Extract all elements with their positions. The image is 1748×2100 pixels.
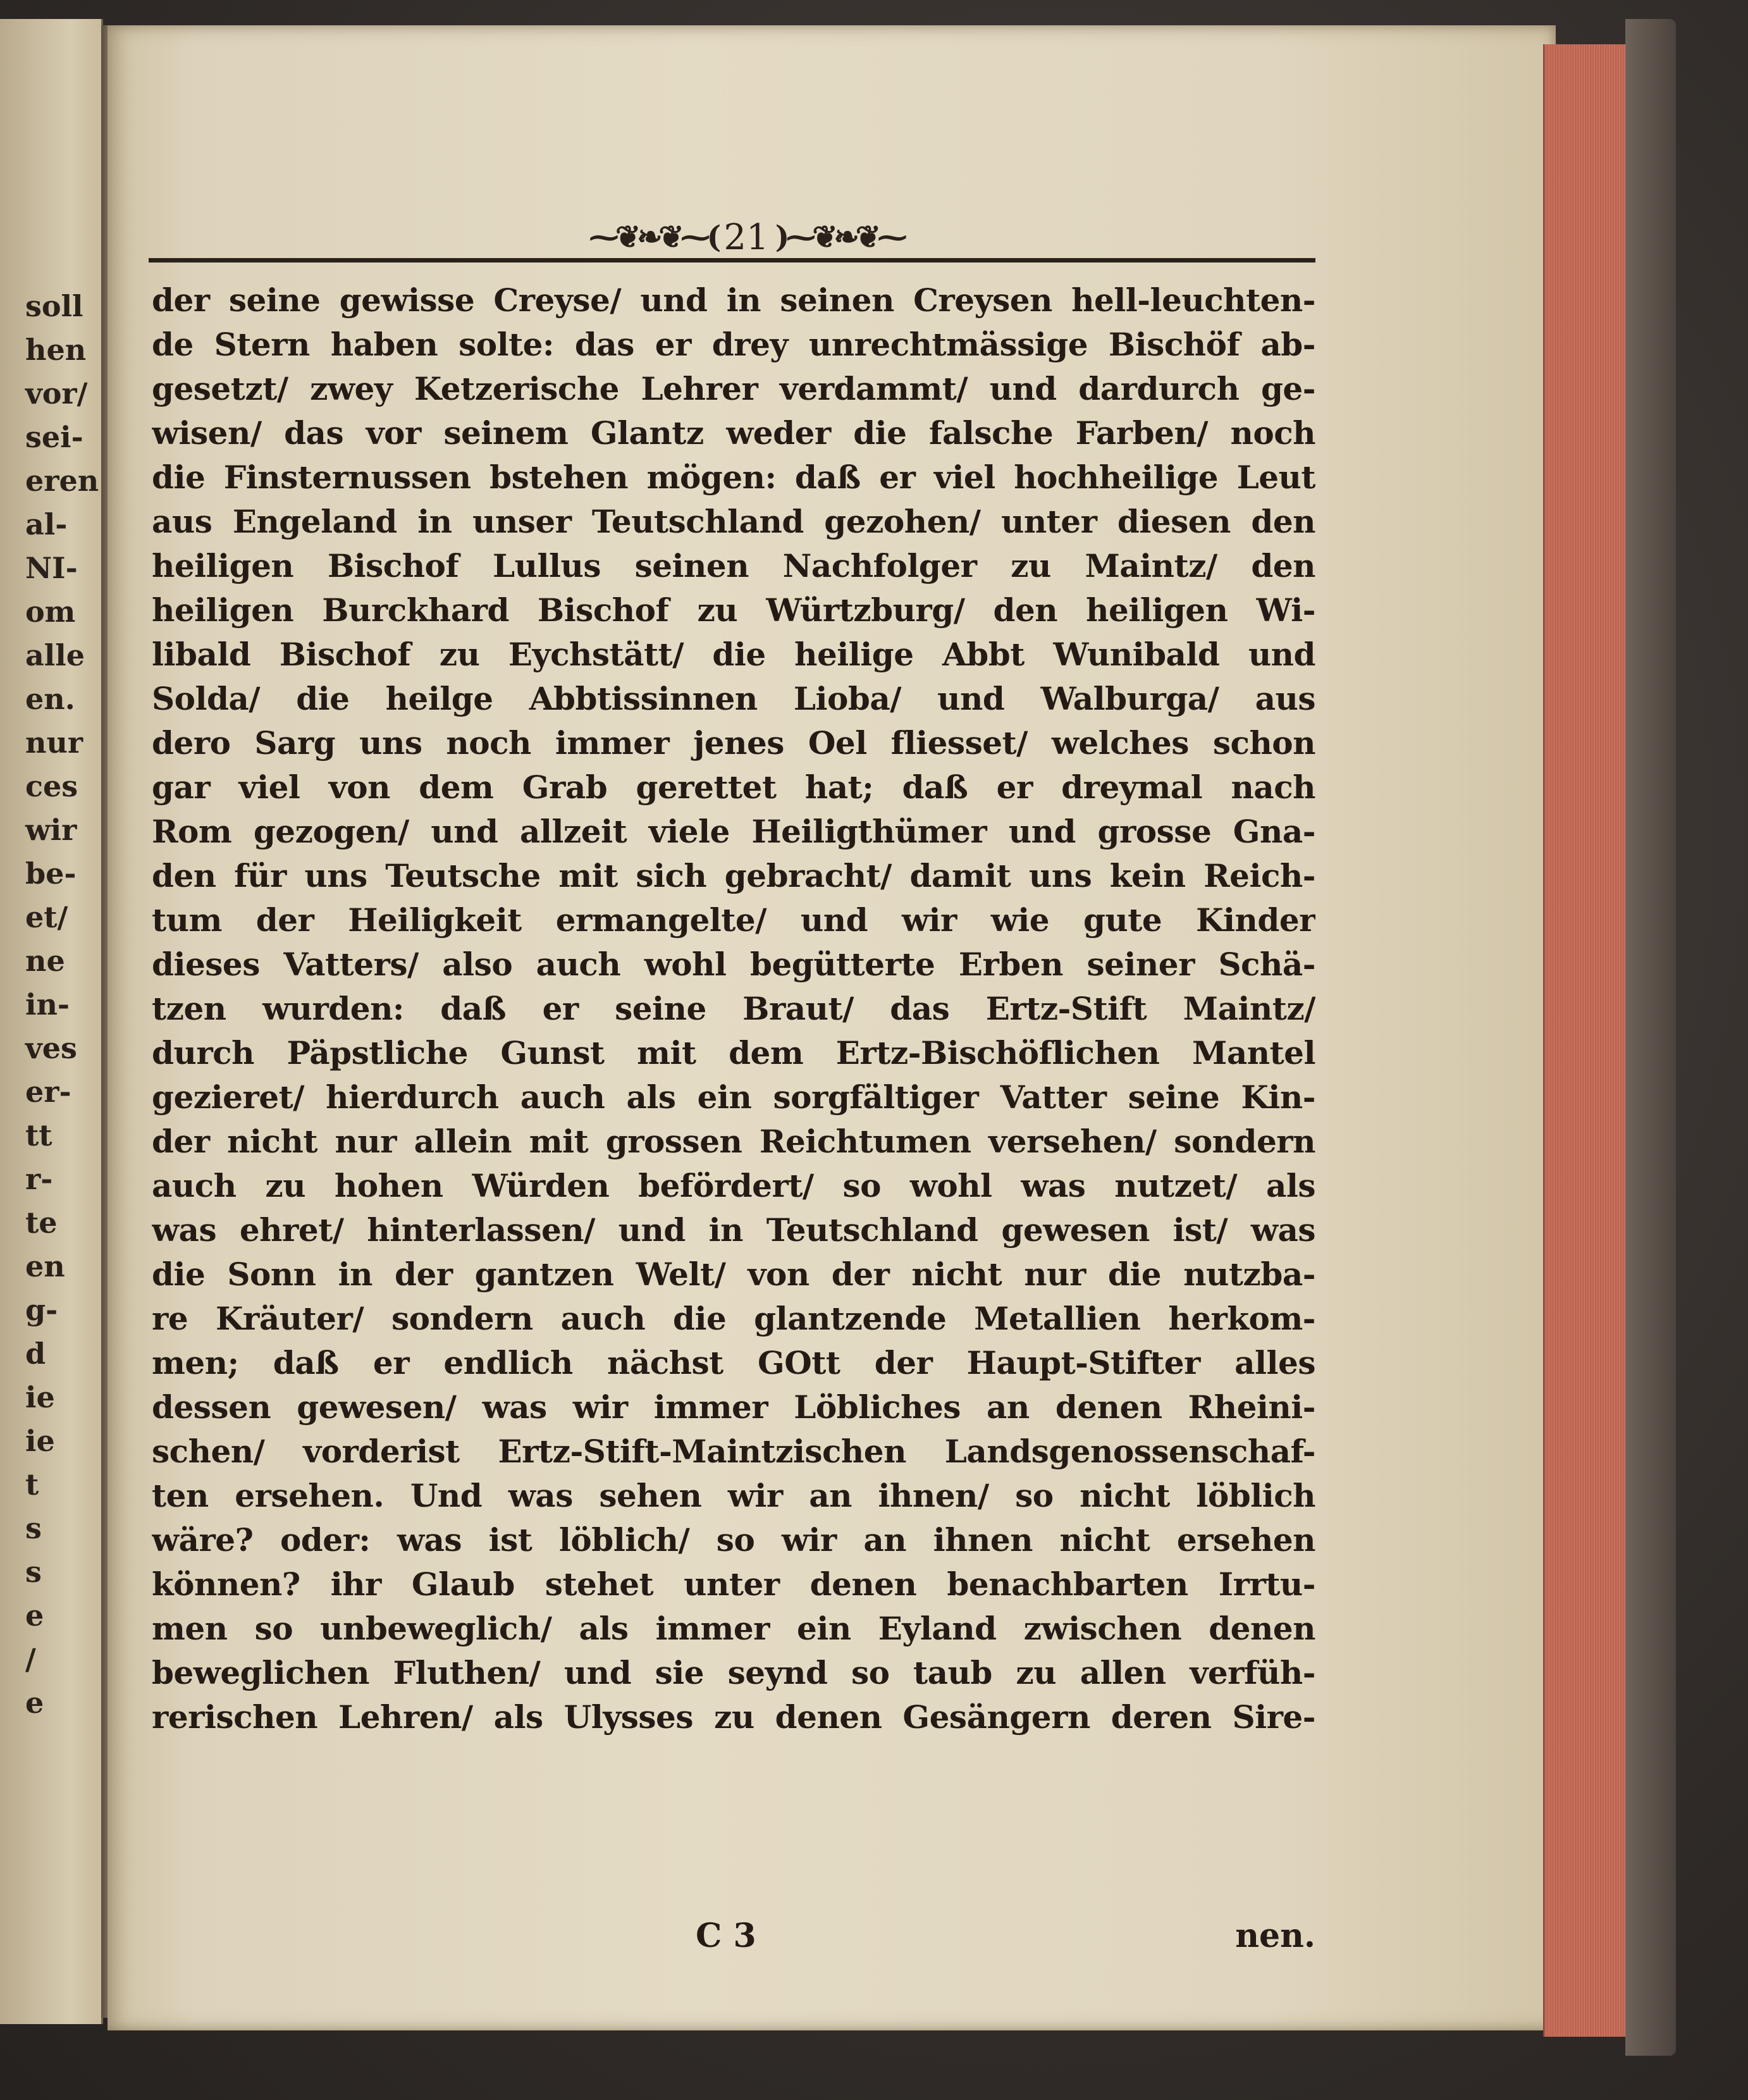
facing-page-fragment: vor/ bbox=[25, 376, 88, 411]
facing-page-fragment: e bbox=[25, 1598, 44, 1633]
text-line: gezieret/ hierdurch auch als ein sorgfältiger Vatter seine Kin- bbox=[152, 1078, 1315, 1116]
text-line: ten ersehen. Und was sehen wir an ihnen/ so nicht löblich bbox=[152, 1477, 1315, 1514]
facing-page-fragment: r- bbox=[25, 1162, 53, 1196]
text-line: de Stern haben solte: das er drey unrechtmässige Bischöf ab- bbox=[152, 326, 1315, 363]
facing-page-fragment: in- bbox=[25, 987, 70, 1022]
text-line: rerischen Lehren/ als Ulysses zu denen Gesängern deren Sire- bbox=[152, 1698, 1315, 1736]
facing-page-fragment: et/ bbox=[25, 900, 68, 934]
facing-page-fragment: s bbox=[25, 1511, 42, 1545]
text-line: men so unbeweglich/ als immer ein Eyland zwischen denen bbox=[152, 1610, 1315, 1647]
facing-page-fragment: ves bbox=[25, 1031, 77, 1065]
facing-page-fragment: sei- bbox=[25, 420, 83, 454]
facing-page-fragment: ie bbox=[25, 1424, 55, 1458]
text-line: durch Päpstliche Gunst mit dem Ertz-Bischöflichen Mantel bbox=[152, 1034, 1315, 1072]
facing-page-fragment: eren bbox=[25, 464, 99, 498]
facing-page-fragment: d bbox=[25, 1337, 46, 1371]
text-line: gar viel von dem Grab gerettet hat; daß er dreymal nach bbox=[152, 769, 1315, 806]
text-line: tzen wurden: daß er seine Braut/ das Ertz-Stift Maintz/ bbox=[152, 990, 1315, 1027]
text-line: men; daß er endlich nächst GOtt der Haupt-Stifter alles bbox=[152, 1344, 1315, 1381]
facing-page-fragment: al- bbox=[25, 507, 68, 541]
facing-page-fragment: s bbox=[25, 1555, 42, 1589]
facing-page-fragment: NI- bbox=[25, 551, 78, 585]
text-line: der nicht nur allein mit grossen Reichtumen versehen/ sondern bbox=[152, 1123, 1315, 1160]
text-line: dero Sarg uns noch immer jenes Oel fliesset/ welches schon bbox=[152, 724, 1315, 762]
facing-page-fragment: g- bbox=[25, 1293, 58, 1327]
text-line: den für uns Teutsche mit sich gebracht/ damit uns kein Reich- bbox=[152, 857, 1315, 894]
text-line: Rom gezogen/ und allzeit viele Heiligthümer und grosse Gna- bbox=[152, 813, 1315, 850]
text-line: der seine gewisse Creyse/ und in seinen Creysen hell-leuchten- bbox=[152, 281, 1315, 319]
text-line: können? ihr Glaub stehet unter denen benachbarten Irrtu- bbox=[152, 1566, 1315, 1603]
text-line: was ehret/ hinterlassen/ und in Teutschland gewesen ist/ was bbox=[152, 1211, 1315, 1249]
running-header bbox=[519, 215, 974, 259]
text-line: heiligen Bischof Lullus seinen Nachfolger zu Maintz/ den bbox=[152, 547, 1315, 584]
text-line: wäre? oder: was ist löblich/ so wir an ihnen nicht ersehen bbox=[152, 1521, 1315, 1559]
facing-page-fragment: t bbox=[25, 1467, 39, 1502]
facing-page-fragment: nur bbox=[25, 726, 83, 760]
facing-page-fragment: er- bbox=[25, 1075, 71, 1109]
page-number: 21 bbox=[723, 216, 769, 258]
book-cover-edge bbox=[1625, 19, 1676, 2056]
facing-page-fragment: te bbox=[25, 1206, 58, 1240]
facing-page-fragment: ie bbox=[25, 1380, 55, 1414]
text-line: Solda/ die heilge Abbtissinnen Lioba/ und Walburga/ aus bbox=[152, 680, 1315, 717]
text-line: dessen gewesen/ was wir immer Löbliches an denen Rheini- bbox=[152, 1388, 1315, 1426]
header-ornament-left: ⁓❦❧❦⁓( bbox=[588, 219, 718, 255]
facing-page-fragment: be- bbox=[25, 856, 77, 891]
facing-page-edge bbox=[0, 19, 103, 2024]
text-line: libald Bischof zu Eychstätt/ die heilige Abbt Wunibald und bbox=[152, 636, 1315, 673]
facing-page-fragment: ces bbox=[25, 769, 78, 803]
facing-page-fragment: en bbox=[25, 1249, 65, 1283]
facing-page-fragment: wir bbox=[25, 813, 77, 847]
text-line: heiligen Burckhard Bischof zu Würtzburg/ den heiligen Wi- bbox=[152, 591, 1315, 629]
text-line: schen/ vorderist Ertz-Stift-Maintzischen Landsgenossenschaf- bbox=[152, 1433, 1315, 1470]
text-line: gesetzt/ zwey Ketzerische Lehrer verdammt/ und dardurch ge- bbox=[152, 370, 1315, 407]
page-footer bbox=[152, 1917, 1315, 1967]
text-line: auch zu hohen Würden befördert/ so wohl was nutzet/ als bbox=[152, 1167, 1315, 1204]
facing-page-fragment: e bbox=[25, 1686, 44, 1720]
page-fore-edge bbox=[1543, 44, 1627, 2037]
facing-page-fragment: tt bbox=[25, 1118, 52, 1152]
text-line: die Finsternussen bstehen mögen: daß er viel hochheilige Leut bbox=[152, 459, 1315, 496]
text-line: beweglichen Fluthen/ und sie seynd so taub zu allen verfüh- bbox=[152, 1654, 1315, 1691]
facing-page-text-fragments bbox=[25, 285, 101, 1725]
text-line: wisen/ das vor seinem Glantz weder die falsche Farben/ noch bbox=[152, 414, 1315, 452]
text-line: dieses Vatters/ also auch wohl begütterte Erben seiner Schä- bbox=[152, 946, 1315, 983]
header-ornament-right: )⁓❦❧❦⁓ bbox=[775, 219, 904, 255]
facing-page-fragment: alle bbox=[25, 638, 85, 672]
facing-page-fragment: ne bbox=[25, 944, 65, 978]
text-line: re Kräuter/ sondern auch die glantzende Metallien herkom- bbox=[152, 1300, 1315, 1337]
header-rule bbox=[149, 258, 1315, 262]
body-text bbox=[152, 278, 1315, 1739]
facing-page-fragment: en. bbox=[25, 682, 75, 716]
facing-page-fragment: hen bbox=[25, 333, 87, 367]
text-line: aus Engeland in unser Teutschland gezohen/ unter diesen den bbox=[152, 503, 1315, 540]
facing-page-fragment: soll bbox=[25, 289, 83, 323]
text-line: tum der Heiligkeit ermangelte/ und wir wie gute Kinder bbox=[152, 901, 1315, 939]
catchword: nen. bbox=[1235, 1917, 1315, 1955]
text-line: die Sonn in der gantzen Welt/ von der nicht nur die nutzba- bbox=[152, 1256, 1315, 1293]
facing-page-fragment: / bbox=[25, 1642, 36, 1676]
facing-page-fragment: om bbox=[25, 595, 76, 629]
signature-mark: C 3 bbox=[696, 1917, 756, 1955]
